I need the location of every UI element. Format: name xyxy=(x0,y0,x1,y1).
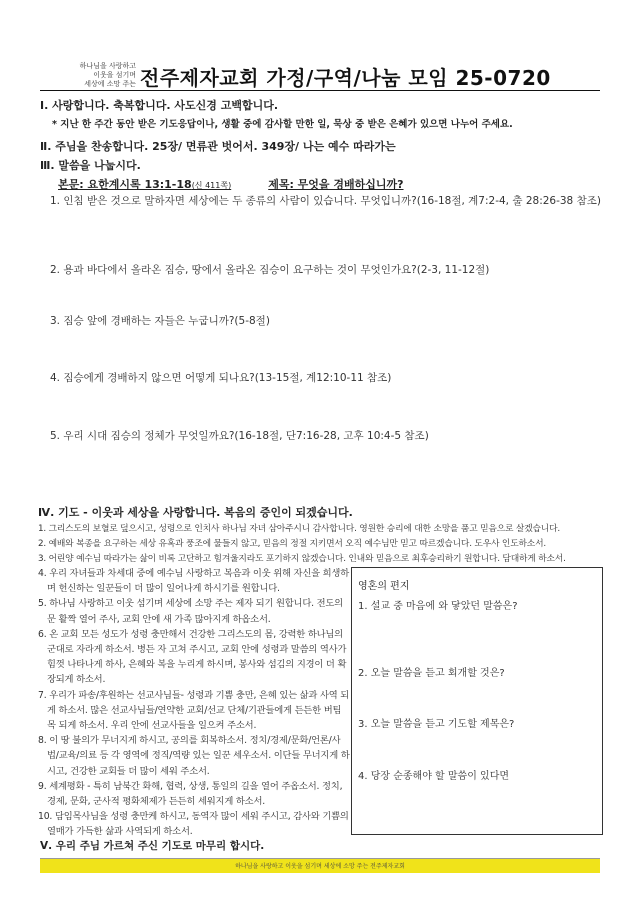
prayer-list xyxy=(38,566,350,840)
prayer-item-8: 8. 이 땅 불의가 무너지게 하시고, 공의를 회복하소서. 정치/경제/문화/언론/사법/교육/의료 등 각 영역에 정직/역량 있는 일꾼 세우소서. 이단들 무너지게 하시고, 건강한 교회들 더 많이 세워 주소서. xyxy=(38,735,350,777)
church-motto xyxy=(48,62,136,89)
soul-letter-question-3: 3. 오늘 말씀을 듣고 기도할 제목은? xyxy=(358,719,515,730)
question-1: 1. 인침 받은 것으로 말하자면 세상에는 두 종류의 사람이 있습니다. 무엇입니까?(16-18절, 계7:2-4, 출 28:26-38 참조) xyxy=(50,195,601,207)
prayer-item-9: 9. 세계평화 - 특히 남북간 화해, 협력, 상생, 통일의 길을 열어 주옵소서. 정치, 경제, 문화, 군사적 평화체제가 든든히 세워지게 하소서. xyxy=(38,780,343,808)
sermon-text-page: (신 411쪽) xyxy=(191,181,232,190)
sermon-text-label: 본문: 요한계시록 13:1-18 xyxy=(58,178,192,191)
sermon-info xyxy=(58,176,404,192)
footer-bar xyxy=(40,858,600,873)
section-3-heading: Ⅲ. 말씀을 나눕시다. xyxy=(40,159,141,172)
prayer-item-1: 1. 그리스도의 보혈로 덮으시고, 성령으로 인치사 하나님 자녀 삼아주시니 감사합니다. 영원한 승리에 대한 소망을 품고 믿음으로 살겠습니다. xyxy=(38,524,561,534)
question-5: 5. 우리 시대 짐승의 정체가 무엇일까요?(16-18절, 단7:16-28, 고후 10:4-5 참조) xyxy=(50,430,429,442)
soul-letter-box xyxy=(351,567,603,835)
question-2: 2. 용과 바다에서 올라온 짐승, 땅에서 올라온 짐승이 요구하는 것이 무엇인가요?(2-3, 11-12절) xyxy=(50,264,490,276)
motto-line: 이웃을 섬기며 xyxy=(93,71,136,79)
footer-text: 하나님을 사랑하고 이웃을 섬기며 세상에 소망 주는 전주제자교회 xyxy=(235,863,405,870)
prayer-item-5: 5. 하나님 사랑하고 이웃 섬기며 세상에 소망 주는 제자 되기 원합니다. 전도의 문 활짝 열어 주사, 교회 안에 새 가족 많아지게 하옵소서. xyxy=(38,598,343,625)
soul-letter-title: 영혼의 편지 xyxy=(358,581,410,592)
prayer-item-7: 7. 우리가 파송/후원하는 선교사님들- 성령과 기쁨 충만, 은혜 있는 삶과 사역 되게 하소서. 많은 선교사님들/연약한 교회/선교 단체/기관들에게 든든한 버팀목 되게 하소서. 우리 안에 선교사들을 일으켜 주소서. xyxy=(38,689,350,732)
sermon-theme: 제목: 무엇을 경배하십니까? xyxy=(268,178,404,191)
section-1-note: * 지난 한 주간 동안 받은 기도응답이나, 생활 중에 감사할 만한 일, 묵상 중 받은 은혜가 있으면 나누어 주세요. xyxy=(52,119,513,130)
motto-line: 세상에 소망 주는 xyxy=(84,80,136,88)
soul-letter-question-1: 1. 설교 중 마음에 와 닿았던 말씀은? xyxy=(358,601,518,612)
section-2-heading: Ⅱ. 주님을 찬송합니다. 25장/ 면류관 벗어서. 349장/ 나는 예수 따라가는 xyxy=(40,140,396,153)
sermon-text xyxy=(58,178,231,191)
page-title: 전주제자교회 가정/구역/나눔 모임 25-0720 xyxy=(140,66,551,90)
soul-letter-question-2: 2. 오늘 말씀을 듣고 회개할 것은? xyxy=(358,668,505,679)
prayer-item-2: 2. 예배와 복종을 요구하는 세상 유혹과 풍조에 물들지 않고, 믿음의 정절 지키면서 오직 예수님만 믿고 따르겠습니다. 도우사 인도하소서. xyxy=(38,539,547,549)
prayer-item-6: 6. 온 교회 모든 성도가 성령 충만해서 건강한 그리스도의 몸, 강력한 하나님의 군대로 자라게 하소서. 병든 자 고쳐 주시고, 교회 안에 성령과 말씀의 역사가 힘껏 나타나게 하사, 은혜와 복을 누리게 하시며, 봉사와 섬김의 지경이 더 확장되게 하소서. xyxy=(38,628,347,686)
motto-line: 하나님을 사랑하고 xyxy=(79,62,136,70)
question-3: 3. 짐승 앞에 경배하는 자들은 누굽니까?(5-8절) xyxy=(50,315,270,327)
header-divider xyxy=(40,90,600,91)
prayer-item-3: 3. 어린양 예수님 따라가는 삶이 비록 고단하고 힘겨울지라도 포기하지 않겠습니다. 인내와 믿음으로 최후승리하기 원합니다. 담대하게 하소서. xyxy=(38,554,566,564)
prayer-item-4: 4. 우리 자녀들과 차세대 중에 예수님 사랑하고 복음과 이웃 위해 자신을 희생하며 헌신하는 일꾼들이 더 많이 일어나게 하시기를 원합니다. xyxy=(38,568,349,595)
section-5-heading: Ⅴ. 우리 주님 가르쳐 주신 기도로 마무리 합시다. xyxy=(40,840,265,852)
section-4-heading: Ⅳ. 기도 - 이웃과 세상을 사랑합니다. 복음의 증인이 되겠습니다. xyxy=(38,506,353,519)
question-4: 4. 짐승에게 경배하지 않으면 어떻게 되나요?(13-15절, 계12:10-11 참조) xyxy=(50,372,392,384)
section-1-heading: Ⅰ. 사랑합니다. 축복합니다. 사도신경 고백합니다. xyxy=(40,99,279,112)
prayer-item-10: 10. 담임목사님을 성령 충만케 하시고, 동역자 많이 세워 주시고, 감사와 기쁨의 열매가 가득한 삶과 사역되게 하소서. xyxy=(38,811,349,838)
soul-letter-question-4: 4. 당장 순종해야 할 말씀이 있다면 xyxy=(358,771,510,782)
